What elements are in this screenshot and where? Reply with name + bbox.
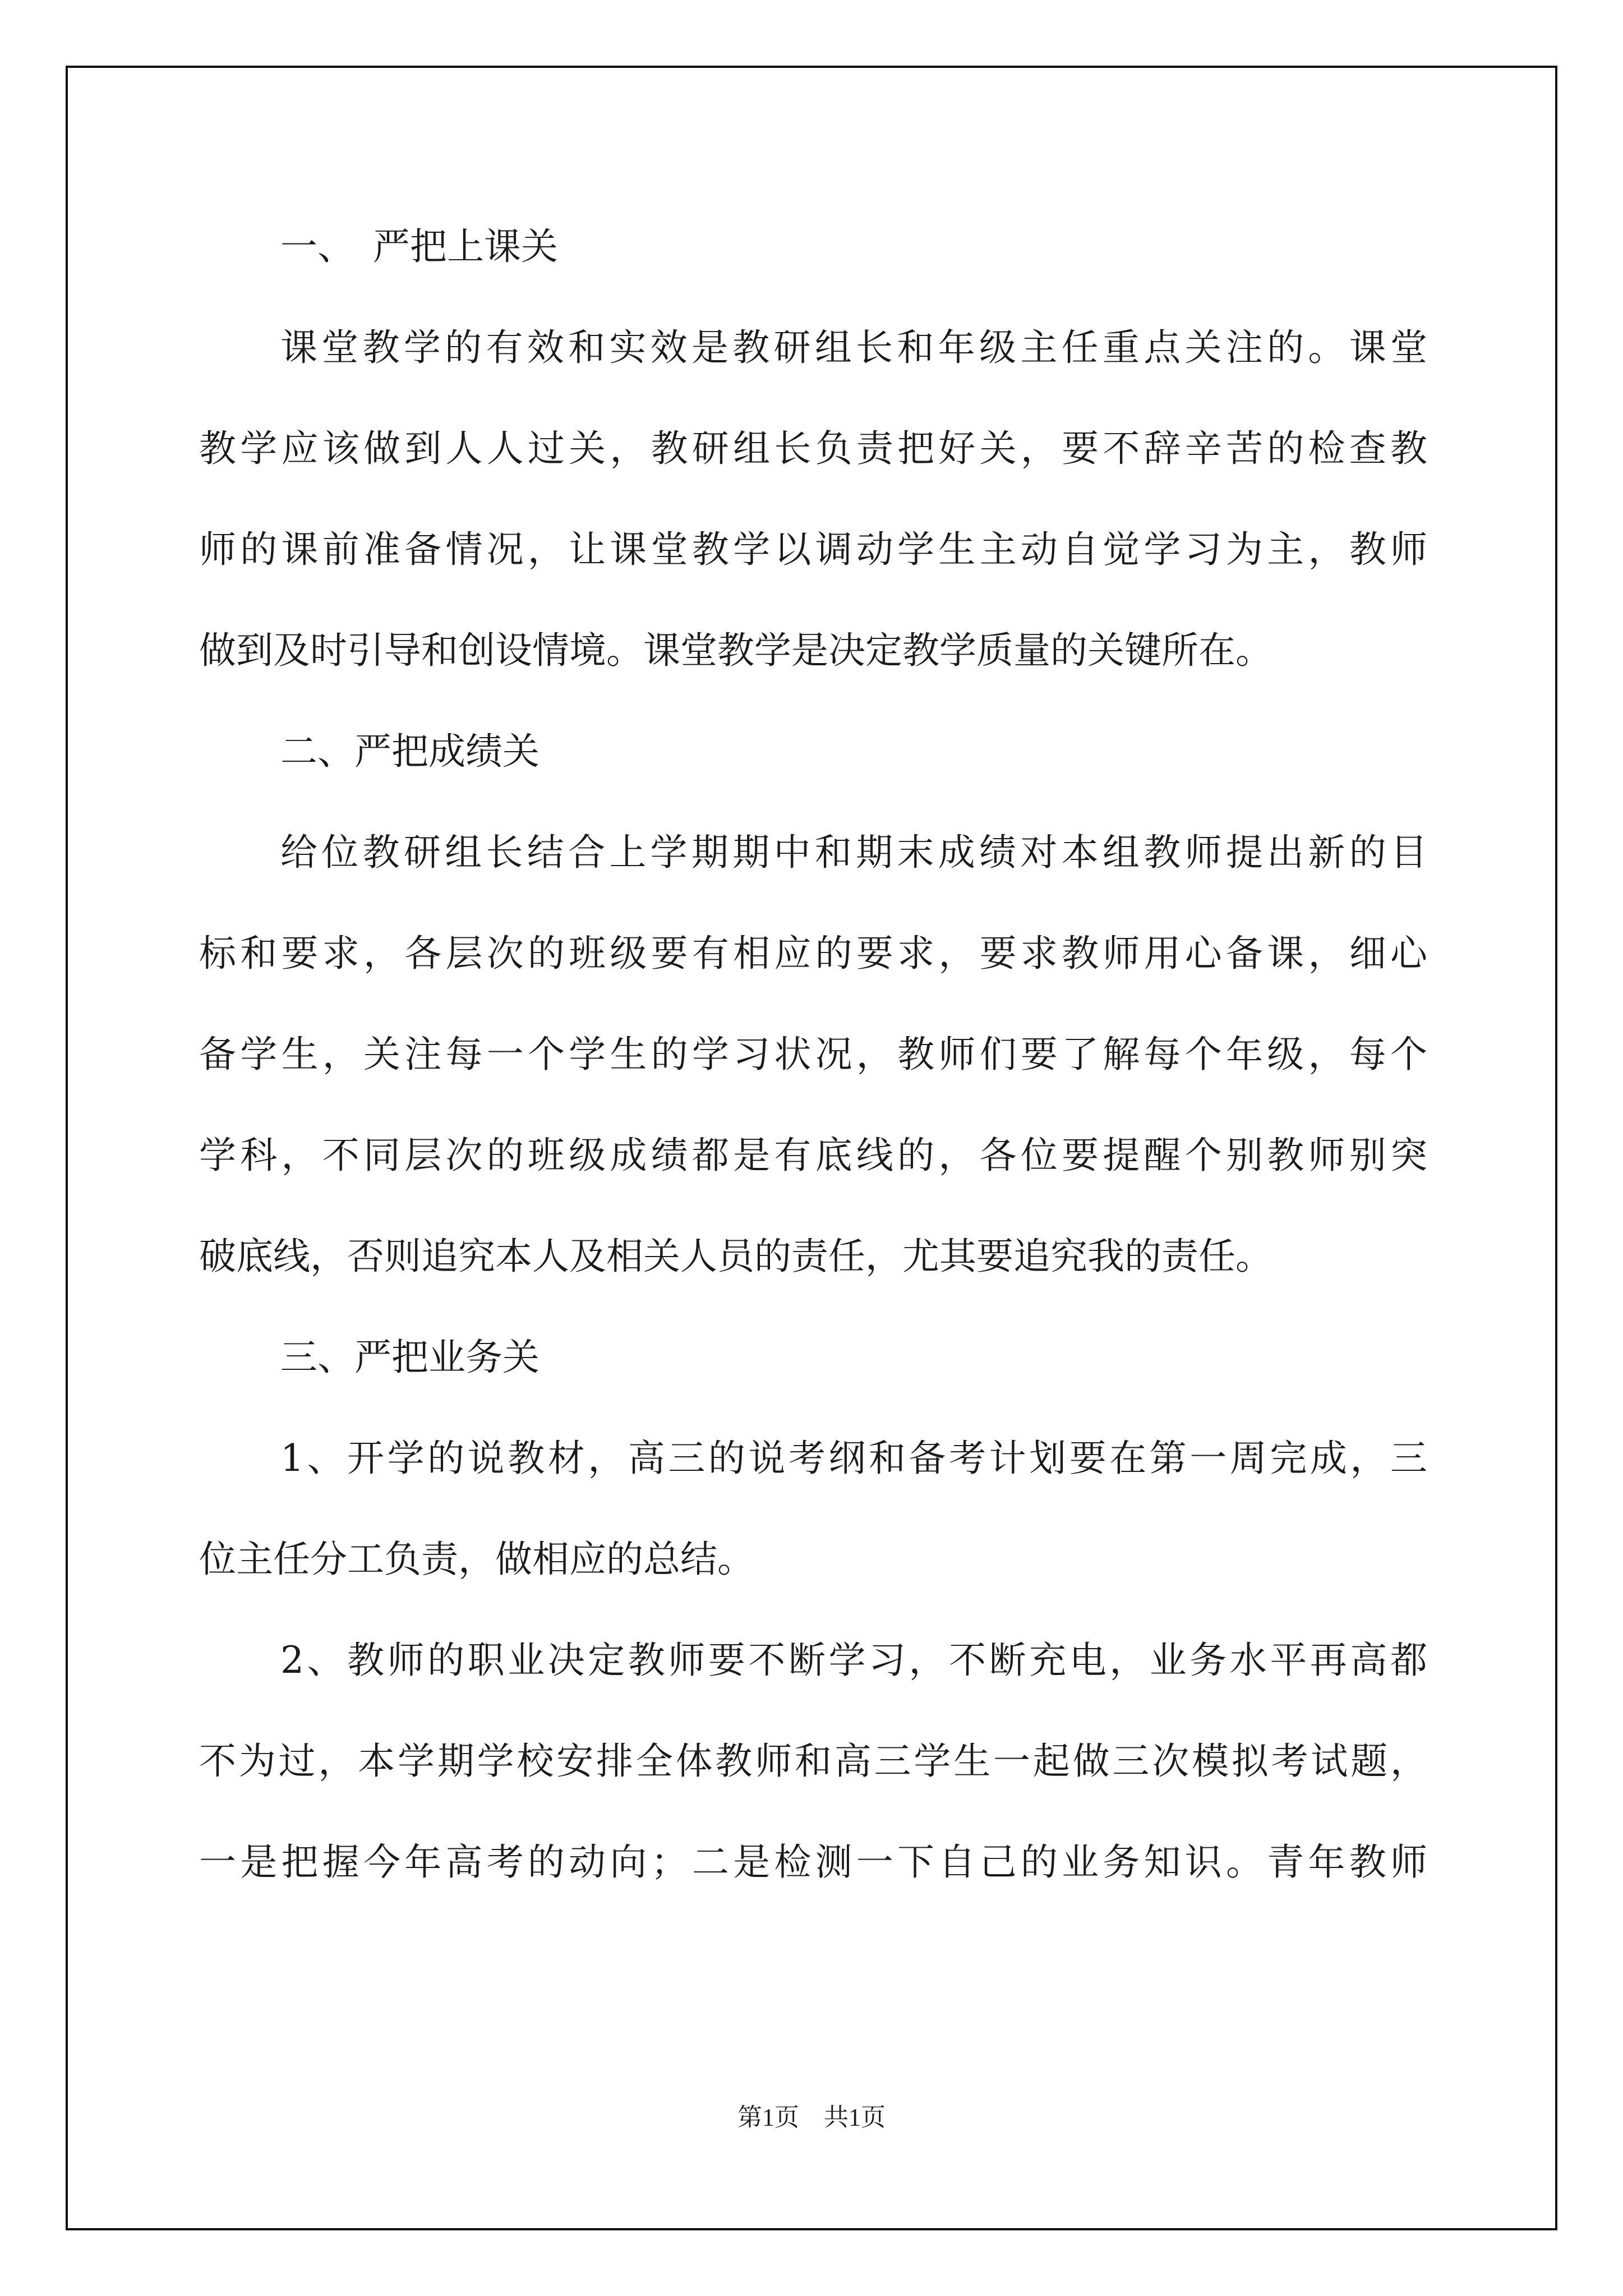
paragraph-line: 师的课前准备情况，让课堂教学以调动学生主动自觉学习为主，教师 — [199, 528, 1427, 571]
paragraph-line: 做到及时引导和创设情境。课堂教学是决定教学质量的关键所在。 — [199, 629, 1272, 672]
paragraph-line: 教学应该做到人人过关，教研组长负责把好关，要不辞辛苦的检查教 — [199, 427, 1427, 470]
paragraph-line: 不为过，本学期学校安排全体教师和高三学生一起做三次模拟考试题， — [199, 1740, 1427, 1783]
paragraph-line: 标和要求，各层次的班级要有相应的要求，要求教师用心备课，细心 — [199, 932, 1427, 975]
paragraph-line: 位主任分工负责，做相应的总结。 — [199, 1538, 754, 1581]
paragraph-line: 课堂教学的有效和实效是教研组长和年级主任重点关注的。课堂 — [280, 326, 1427, 369]
paragraph-line: 给位教研组长结合上学期期中和期末成绩对本组教师提出新的目 — [280, 831, 1427, 874]
paragraph-line: 破底线，否则追究本人及相关人员的责任，尤其要追究我的责任。 — [199, 1235, 1272, 1278]
paragraph-line: 2、教师的职业决定教师要不断学习，不断充电，业务水平再高都 — [280, 1639, 1427, 1682]
paragraph-line: 备学生，关注每一个学生的学习状况，教师们要了解每个年级，每个 — [199, 1033, 1427, 1076]
page-footer: 第1页 共1页 — [737, 2104, 886, 2131]
paragraph-line: 学科，不同层次的班级成绩都是有底线的，各位要提醒个别教师别突 — [199, 1134, 1427, 1177]
section-heading-3: 三、严把业务关 — [280, 1336, 540, 1379]
section-heading-1: 一、 严把上课关 — [280, 225, 558, 268]
section-heading-2: 二、严把成绩关 — [280, 730, 540, 773]
paragraph-line: 一是把握今年高考的动向；二是检测一下自己的业务知识。青年教师 — [199, 1841, 1427, 1884]
paragraph-line: 1、开学的说教材，高三的说考纲和备考计划要在第一周完成，三 — [280, 1437, 1427, 1480]
